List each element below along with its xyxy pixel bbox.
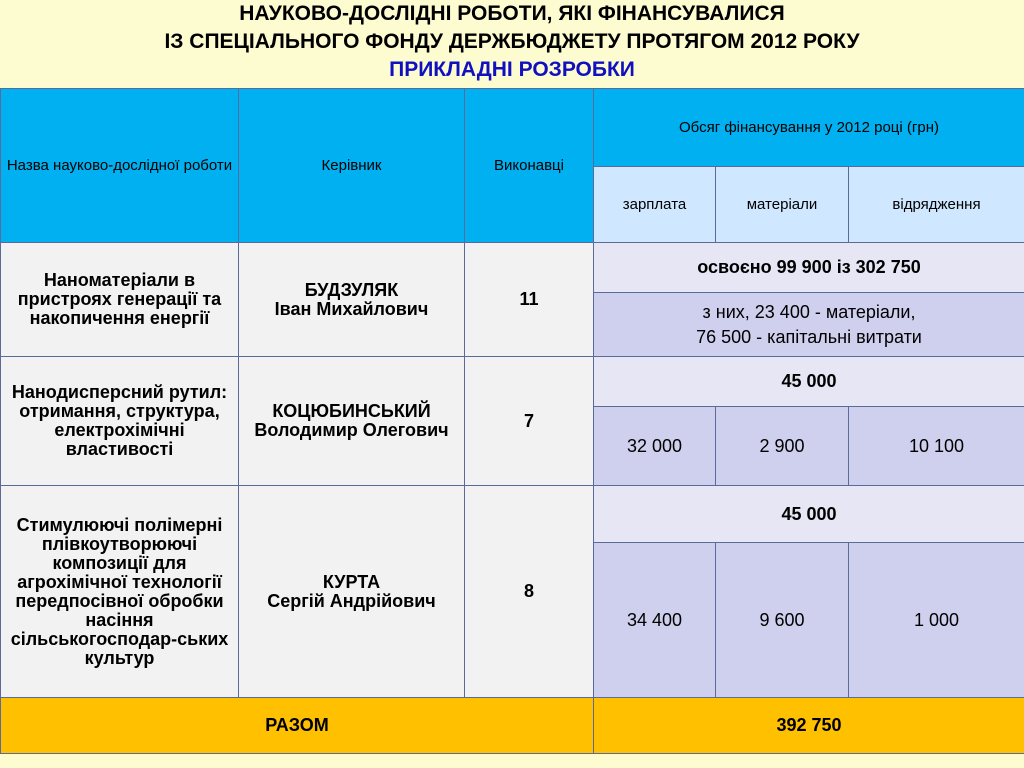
table-row <box>1 486 1024 543</box>
work-name: Нанодисперсний рутил: отримання, структура, електрохімічні властивості <box>1 357 239 486</box>
leader-surname: КОЦЮБИНСЬКИЙ <box>272 401 431 421</box>
column-header-funding: Обсяг фінансування у 2012 році (грн) <box>594 89 1024 167</box>
executors-count: 8 <box>465 486 594 698</box>
column-header-leader: Керівник <box>239 89 465 243</box>
leader-surname: БУДЗУЛЯК <box>304 279 399 300</box>
funding-total: 45 000 <box>594 486 1024 543</box>
leader-cell <box>239 486 465 698</box>
page-title <box>0 0 1024 88</box>
total-label: РАЗОМ <box>1 698 594 754</box>
table-row <box>1 357 1024 407</box>
salary-value: 34 400 <box>594 543 716 698</box>
materials-value: 2 900 <box>716 407 849 486</box>
column-header-executors: Виконавці <box>465 89 594 243</box>
funding-total: 45 000 <box>594 357 1024 407</box>
leader-given-name: Сергій Андрійович <box>267 590 436 611</box>
salary-value: 32 000 <box>594 407 716 486</box>
funding-total: освоєно 99 900 із 302 750 <box>594 243 1024 293</box>
leader-cell <box>239 357 465 486</box>
executors-count: 7 <box>465 357 594 486</box>
title-line-2: ІЗ СПЕЦІАЛЬНОГО ФОНДУ ДЕРЖБЮДЖЕТУ ПРОТЯГОМ 2012 РОКУ <box>164 30 860 53</box>
leader-given-name: Володимир Олегович <box>254 420 449 440</box>
funding-note-line-1: з них, 23 400 - матеріали, <box>702 301 916 322</box>
column-header-salary: зарплата <box>594 167 716 243</box>
funding-note <box>594 293 1024 357</box>
header-row <box>1 89 1024 167</box>
materials-value: 9 600 <box>716 543 849 698</box>
total-value: 392 750 <box>594 698 1024 754</box>
column-header-name: Назва науково-дослідної роботи <box>1 89 239 243</box>
executors-count: 11 <box>465 243 594 357</box>
table-row <box>1 243 1024 293</box>
funding-table <box>0 88 1024 754</box>
leader-given-name: Іван Михайлович <box>274 298 429 319</box>
column-header-materials: матеріали <box>716 167 849 243</box>
title-line-1: НАУКОВО-ДОСЛІДНІ РОБОТИ, ЯКІ ФІНАНСУВАЛИСЯ <box>239 2 785 25</box>
work-name: Наноматеріали в пристроях генерації та накопичення енергії <box>1 243 239 357</box>
leader-surname: КУРТА <box>322 571 381 592</box>
travel-value: 1 000 <box>849 543 1024 698</box>
column-header-travel: відрядження <box>849 167 1024 243</box>
subtitle: ПРИКЛАДНІ РОЗРОБКИ <box>389 58 635 81</box>
travel-value: 10 100 <box>849 407 1024 486</box>
work-name: Стимулюючі полімерні плівкоутворюючі композиції для агрохімічної технології передпосівної обробки насіння сільськогосподар-ських культур <box>1 486 239 698</box>
leader-cell <box>239 243 465 357</box>
total-row <box>1 698 1024 754</box>
funding-note-line-2: 76 500 - капітальні витрати <box>696 326 922 347</box>
